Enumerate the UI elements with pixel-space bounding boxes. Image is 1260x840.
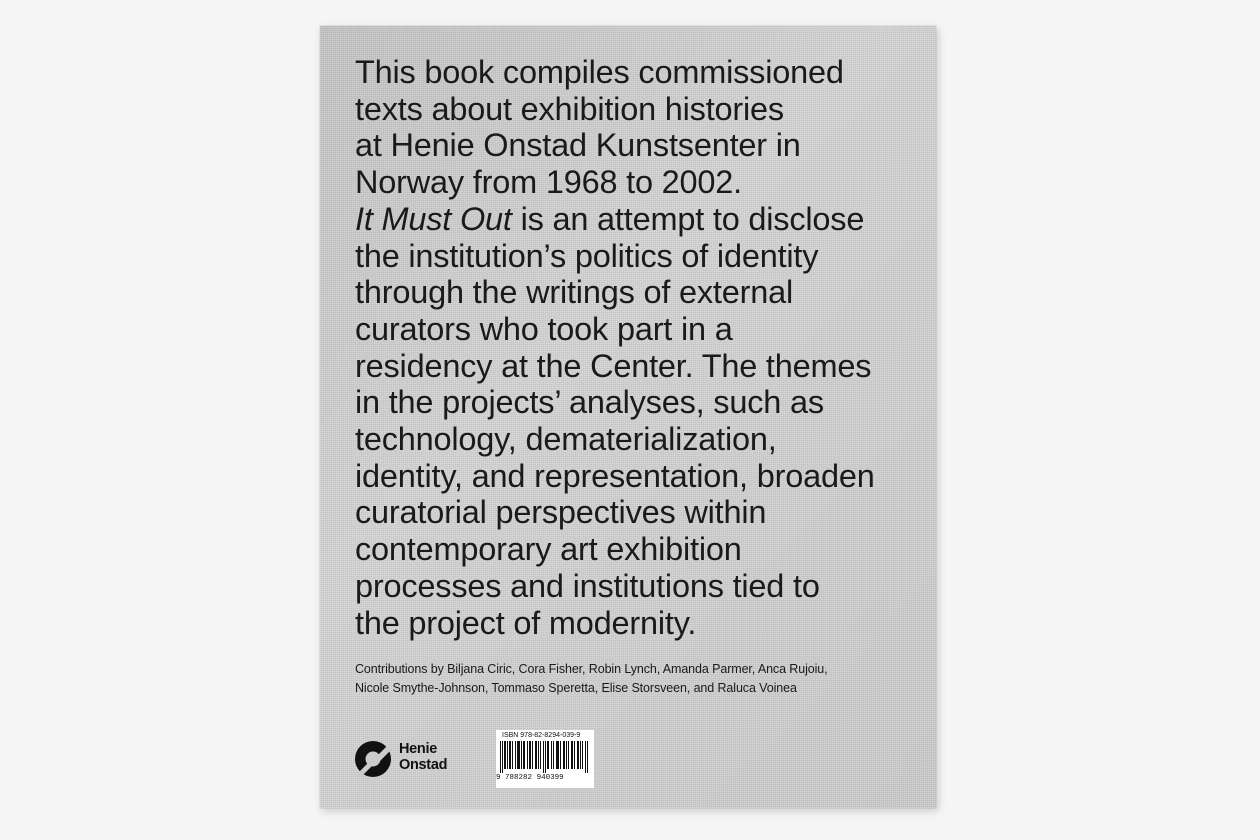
contributors-text bbox=[355, 660, 915, 697]
blurb-line: in the projects’ analyses, such as bbox=[355, 384, 824, 421]
blurb-line bbox=[355, 201, 915, 238]
blurb-line: at Henie Onstad Kunstsenter in bbox=[355, 127, 801, 164]
blurb-line: texts about exhibition histories bbox=[355, 90, 784, 127]
blurb-text bbox=[355, 54, 915, 641]
blurb-line: curatorial perspectives within bbox=[355, 494, 767, 531]
blurb-line: through the writings of external bbox=[355, 274, 794, 311]
contributors-line: Contributions by Biljana Ciric, Cora Fisher, Robin Lynch, Amanda Parmer, Anca Rujoiu, bbox=[355, 662, 828, 676]
blurb-line: identity, and representation, broaden bbox=[355, 457, 875, 494]
henie-onstad-logo-icon bbox=[354, 740, 392, 778]
barcode-digits bbox=[496, 773, 564, 783]
barcode-digits-left: 788282 bbox=[505, 774, 533, 782]
isbn-barcode bbox=[496, 730, 594, 788]
book-back-cover bbox=[320, 26, 936, 808]
blurb-line: Norway from 1968 to 2002. bbox=[355, 164, 743, 201]
blurb-line: the project of modernity. bbox=[355, 604, 697, 641]
blurb-line: curators who took part in a bbox=[355, 310, 733, 347]
logo-line-2: Onstad bbox=[399, 757, 448, 773]
blurb-line: contemporary art exhibition bbox=[355, 531, 742, 568]
publisher-logo bbox=[354, 740, 464, 780]
blurb-line: residency at the Center. The themes bbox=[355, 347, 872, 384]
barcode-bars bbox=[500, 741, 590, 773]
barcode-digits-right: 940399 bbox=[536, 774, 564, 782]
logo-wordmark bbox=[399, 741, 447, 773]
book-title-italic: It Must Out bbox=[355, 200, 512, 237]
blurb-line: This book compiles commissioned bbox=[355, 54, 844, 90]
blurb-line: the institution’s politics of identity bbox=[355, 237, 819, 274]
barcode-digit-lead: 9 bbox=[496, 774, 501, 782]
blurb-line: technology, dematerialization, bbox=[355, 421, 777, 458]
blurb-line: processes and institutions tied to bbox=[355, 567, 820, 604]
contributors-line: Nicole Smythe-Johnson, Tommaso Speretta, Elise Storsveen, and Raluca Voinea bbox=[355, 680, 797, 695]
logo-line-1: Henie bbox=[399, 741, 437, 757]
isbn-label: ISBN 978-82-8294-039-9 bbox=[502, 732, 581, 739]
blurb-line-rest: is an attempt to disclose bbox=[511, 200, 865, 237]
